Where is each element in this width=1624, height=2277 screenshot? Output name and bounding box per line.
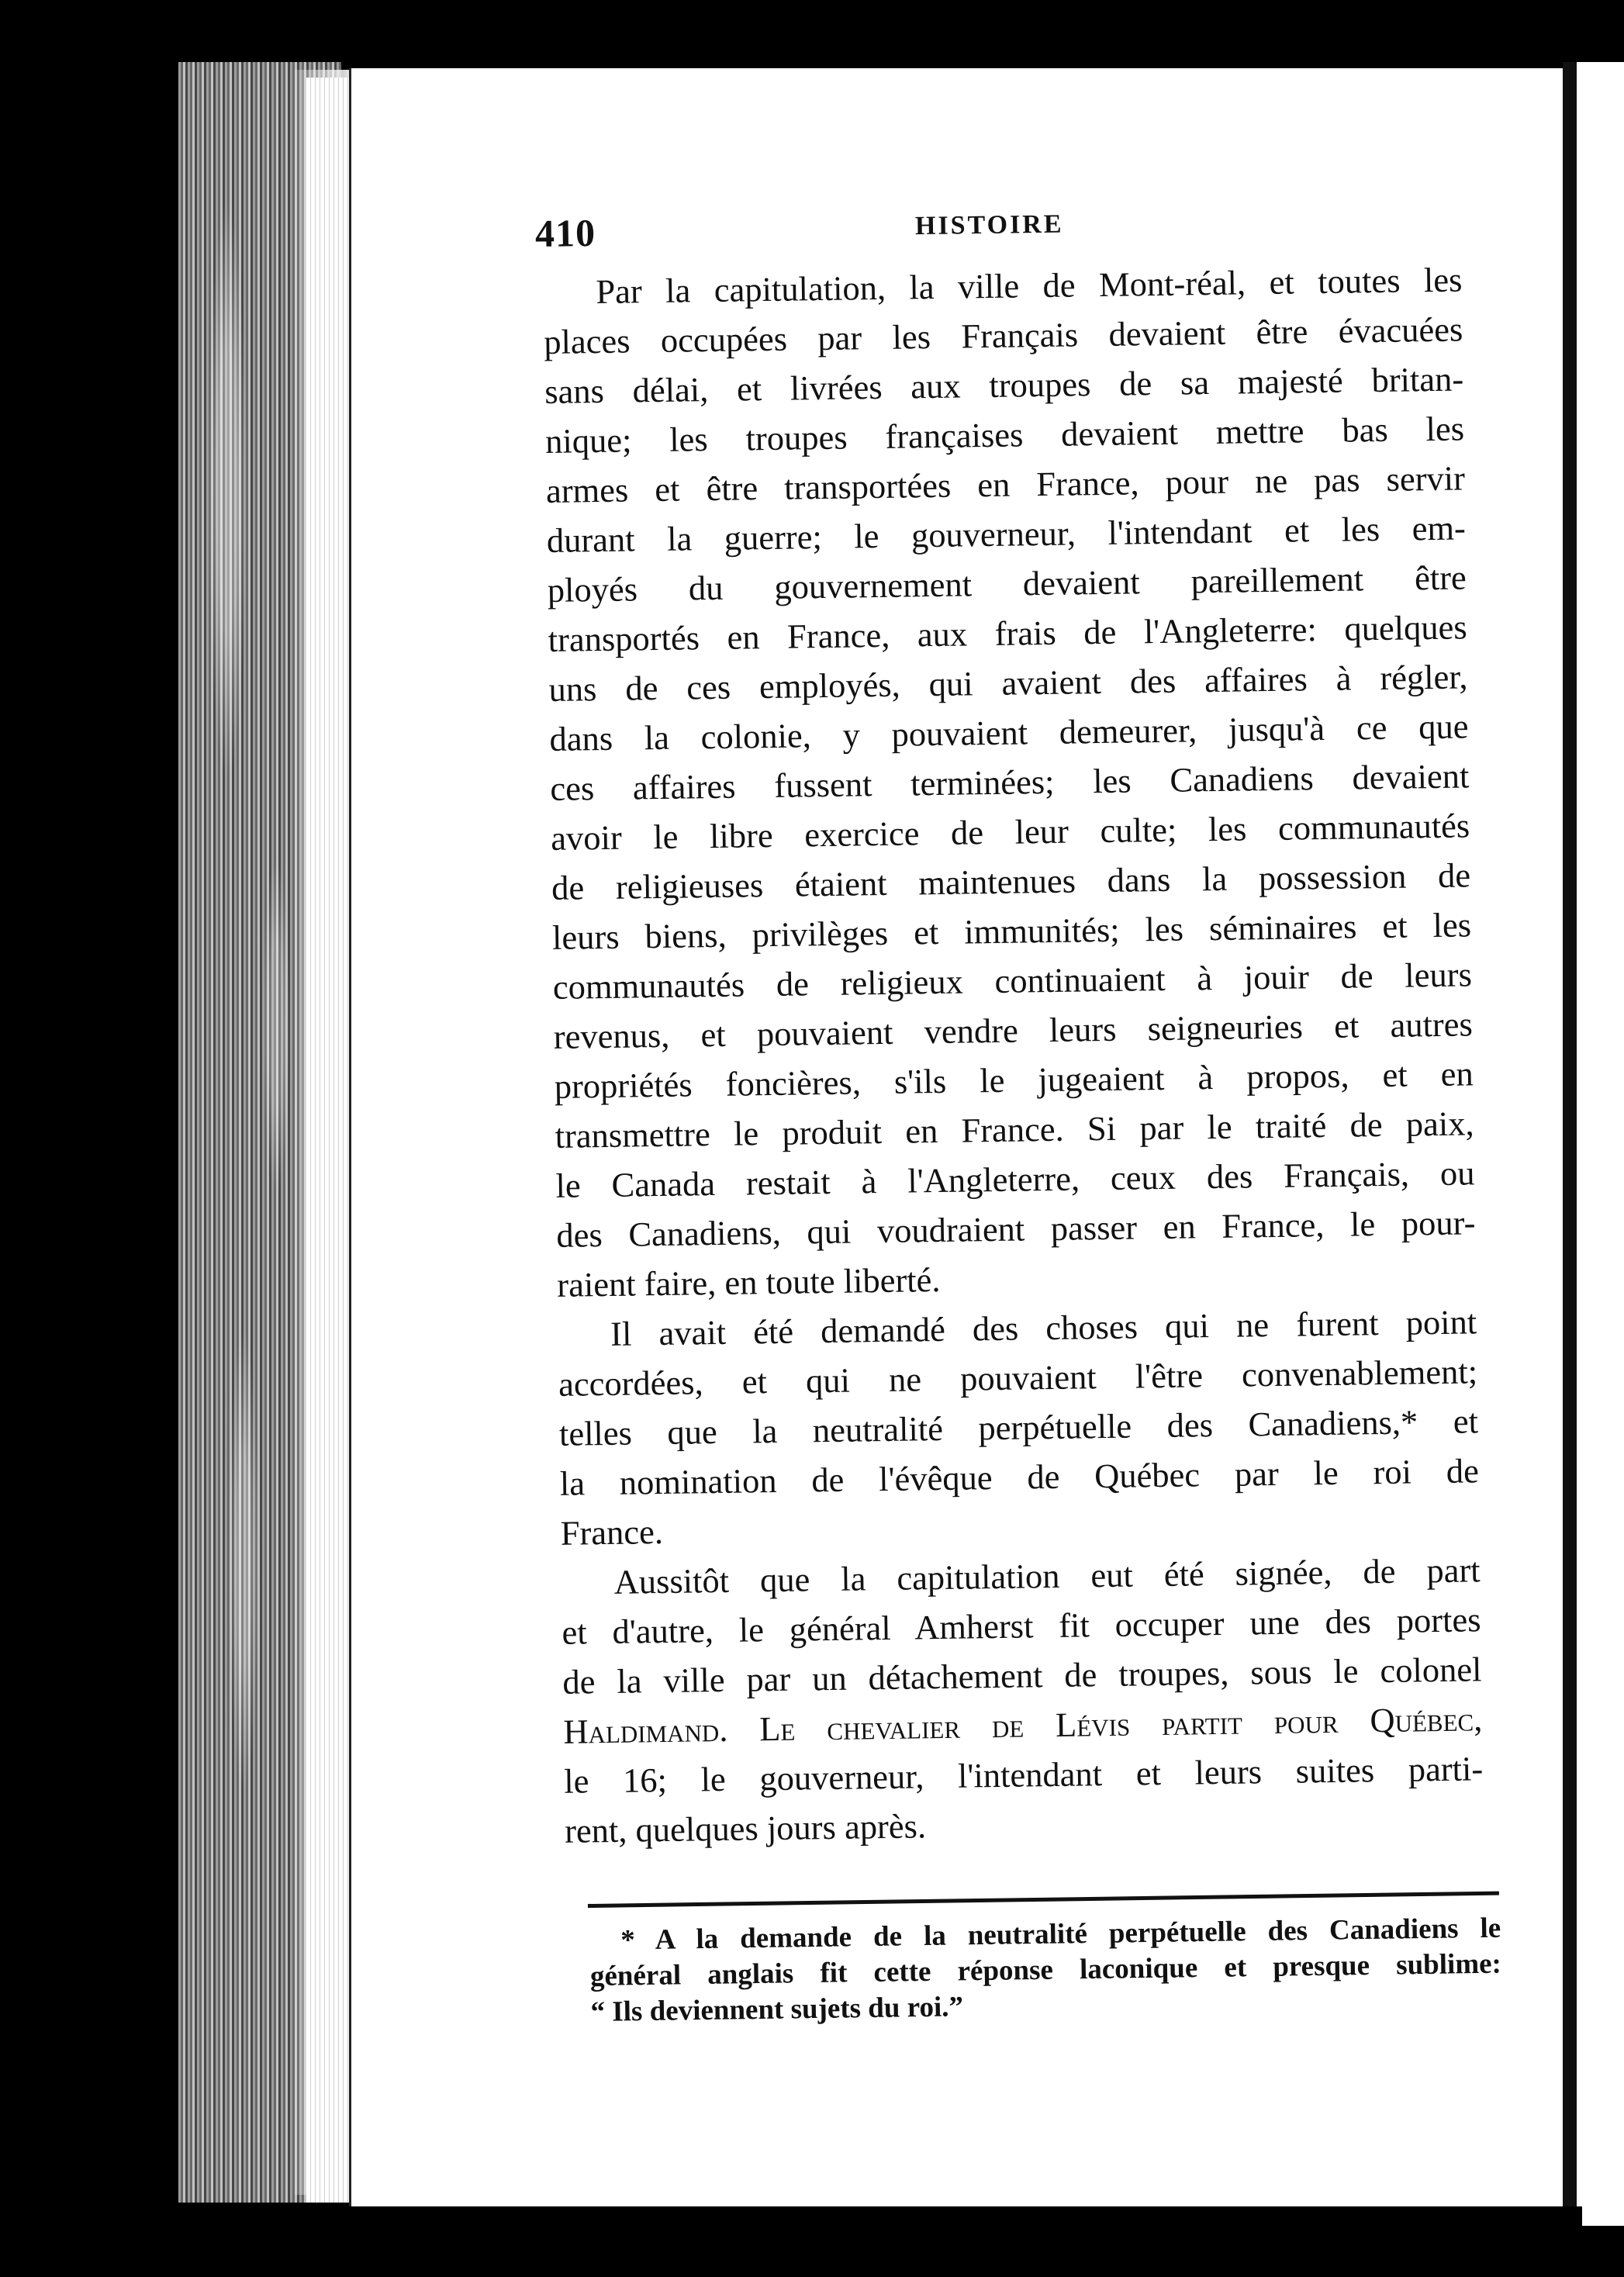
page-number: 410 [534, 210, 596, 255]
text-line: revenus, et pouvaient vendre leurs seigneuries et autres [553, 1004, 1474, 1056]
text-line: le Canada restait à l'Angleterre, ceux des Français, ou [555, 1153, 1475, 1205]
text-line: Aussitôt que la capitulation eut été signée, de part [613, 1550, 1481, 1602]
running-title: HISTOIRE [914, 209, 1064, 241]
text-line: la nomination de l'évêque de Québec par le roi de [559, 1451, 1480, 1503]
text-line: Haldimand. Le chevalier de Lévis partit pour Québec, [563, 1699, 1483, 1751]
text-line: de la ville par un détachement de troupes, sous le colonel [562, 1650, 1482, 1702]
text-line: raient faire, en toute liberté. [556, 1259, 941, 1304]
text-line: Il avait été demandé des choses qui ne furent point [610, 1302, 1477, 1353]
bottom-border [264, 2206, 1582, 2277]
text-line: rent, quelques jours après. [564, 1806, 927, 1850]
text-line: des Canadiens, qui voudraient passer en France, le pour- [556, 1203, 1476, 1255]
text-line: le 16; le gouverneur, l'intendant et leurs suites parti- [563, 1749, 1484, 1801]
text-line: leurs biens, privilèges et immunités; les séminaires et les [551, 905, 1472, 957]
text-line: sans délai, et livrées aux troupes de sa majesté britan- [544, 359, 1464, 411]
footnote-line: “ Ils deviennent sujets du roi.” [590, 1991, 964, 2028]
text-line: ployés du gouvernement devaient pareillement être [547, 558, 1467, 610]
text-line: dans la colonie, y pouvaient demeurer, jusqu'à ce que [549, 707, 1469, 758]
text-line: de religieuses étaient maintenues dans la possession de [551, 855, 1471, 907]
text-line: Par la capitulation, la ville de Mont-réal, et toutes les [596, 260, 1463, 312]
footnote [589, 1911, 1502, 2030]
body-text [543, 254, 1484, 1855]
text-line: communautés de religieux continuaient à jouir de leurs [552, 955, 1473, 1007]
footnote-line: * A la demande de la neutralité perpétuelle des Canadiens le [620, 1912, 1501, 1957]
text-line: propriétés foncières, s'ils le jugeaient à propos, et en [554, 1054, 1474, 1106]
text-line: France. [560, 1512, 664, 1553]
facing-page-edge [1577, 62, 1624, 2226]
text-line: durant la guerre; le gouverneur, l'intendant et les em- [546, 508, 1467, 560]
text-line: uns de ces employés, qui avaient des affaires à régler, [548, 657, 1468, 709]
text-line: nique; les troupes françaises devaient mettre bas les [544, 409, 1465, 461]
text-line: ces affaires fussent terminées; les Canadiens devaient [550, 756, 1470, 808]
text-line: et d'autre, le général Amherst fit occuper une des portes [561, 1600, 1481, 1652]
text-line: armes et être transportées en France, pour ne pas servir [545, 458, 1466, 510]
gutter-shadow [1563, 62, 1577, 2226]
text-line: transportés en France, aux frais de l'Angleterre: quelques [548, 607, 1467, 659]
text-line: telles que la neutralité perpétuelle des Canadiens,* et [558, 1401, 1479, 1453]
text-line: places occupées par les Français devaient être évacuées [543, 309, 1463, 361]
text-line: accordées, et qui ne pouvaient l'être convenablement; [558, 1352, 1478, 1404]
text-line: transmettre le produit en France. Si par le traité de paix, [555, 1104, 1474, 1156]
footnote-line: général anglais fit cette réponse laconique et presque sublime: [589, 1947, 1502, 1992]
text-line: avoir le libre exercice de leur culte; les communautés [550, 806, 1470, 858]
